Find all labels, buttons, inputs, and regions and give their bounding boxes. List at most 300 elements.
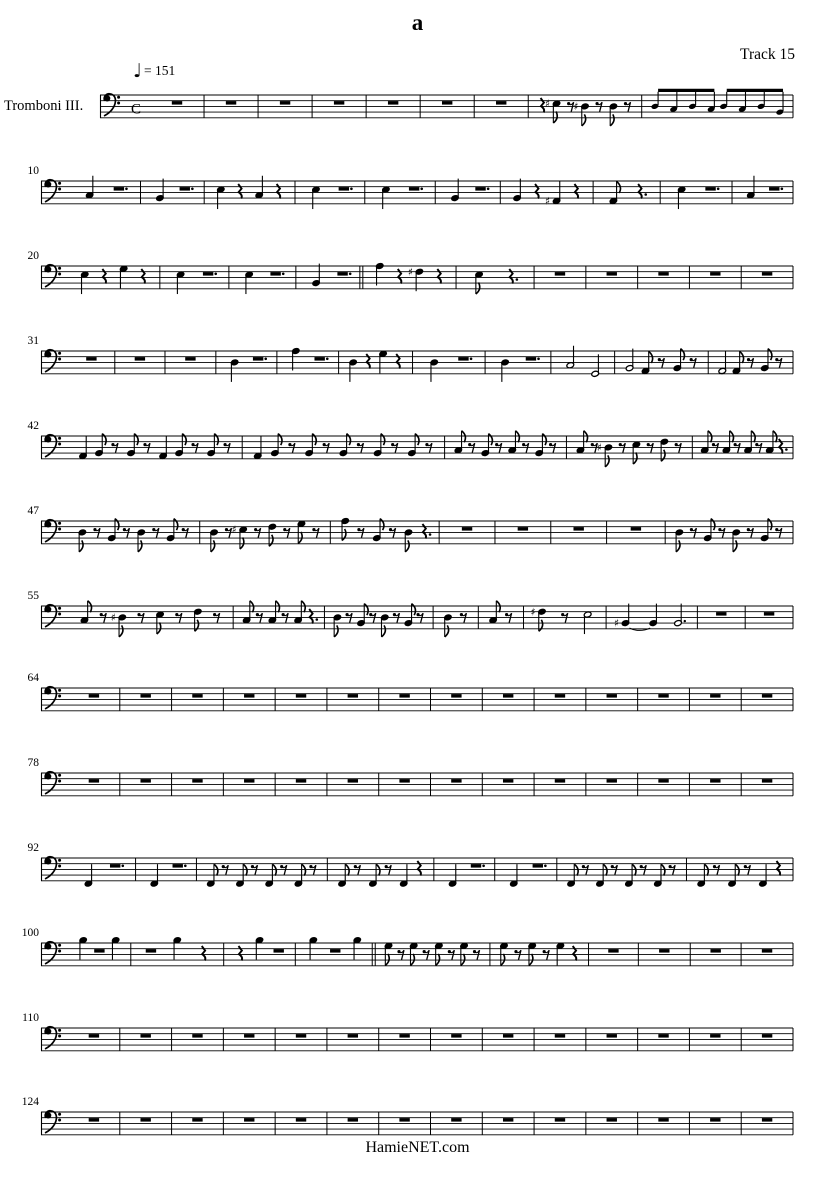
eighth-flag: [415, 434, 419, 446]
eighth-flag: [676, 540, 680, 552]
measure-number: 42: [27, 420, 39, 432]
quarter-rest: [541, 98, 545, 113]
eighth-note: [232, 524, 248, 549]
measure: [192, 1118, 202, 1122]
measure: [555, 694, 565, 698]
measure: [607, 694, 617, 698]
eighth-note: [722, 431, 733, 454]
measure: [762, 949, 772, 953]
measure-number: 31: [27, 335, 39, 347]
measure: [244, 1118, 254, 1122]
whole-rest: [555, 1118, 565, 1122]
eighth-note: [701, 431, 712, 454]
quarter-note: [255, 937, 263, 960]
quarter-note: [513, 179, 521, 202]
staff-system: [28, 590, 794, 637]
measure: [388, 101, 398, 105]
whole-rest: [244, 694, 254, 698]
measure: [496, 101, 506, 105]
whole-rest: [140, 779, 150, 783]
quarter-note: [79, 937, 87, 960]
track-label: Track 15: [740, 46, 795, 63]
whole-rest: [762, 272, 772, 276]
eighth-note: [268, 523, 276, 546]
measure: [555, 779, 565, 783]
eighth-note: [380, 614, 388, 637]
eighth-flag: [412, 604, 416, 616]
eighth-note: [268, 601, 279, 624]
measure: [338, 861, 421, 887]
whole-rest: [710, 694, 720, 698]
eighth-note: [475, 271, 483, 294]
quarter-note: [312, 264, 320, 287]
eighth-note: [111, 612, 127, 637]
measure: [489, 601, 512, 624]
measure: [244, 779, 254, 783]
quarter-note: [448, 864, 456, 887]
whole-rest: [135, 357, 145, 361]
measure-number: 10: [27, 165, 39, 177]
staff-system: [28, 757, 794, 796]
whole-rest: [451, 779, 461, 783]
eighth-flag: [708, 431, 712, 443]
eighth-note: [545, 98, 561, 123]
whole-rest: [607, 1034, 617, 1038]
whole-rest: [762, 779, 772, 783]
eighth-flag: [347, 434, 351, 446]
quarter-note: [501, 359, 509, 382]
whole-rest: [280, 101, 290, 105]
whole-rest: [442, 101, 452, 105]
sharp-icon: ♯: [613, 617, 620, 630]
eighth-flag: [381, 625, 385, 637]
measure: [78, 519, 188, 552]
measure: [296, 779, 306, 783]
eighth-flag: [436, 954, 440, 966]
measure-number: 100: [21, 927, 39, 939]
quarter-note: [677, 186, 685, 209]
eighth-note: [641, 351, 652, 374]
whole-rest: [710, 1034, 720, 1038]
whole-rest: [631, 527, 641, 531]
whole-rest: [192, 779, 202, 783]
quarter-note: [353, 937, 361, 960]
eighth-flag: [278, 434, 282, 446]
dotted-half-rest: [173, 864, 183, 868]
time-signature-common: C: [131, 101, 142, 118]
measure: [716, 612, 726, 616]
whole-rest: [399, 694, 409, 698]
quarter-rest: [238, 184, 242, 199]
quarter-note-icon: ♩: [133, 60, 142, 82]
measure: [573, 527, 583, 531]
eighth-flag: [633, 453, 637, 465]
eighth-note: [609, 103, 617, 126]
eighth-flag: [553, 112, 557, 124]
eighth-flag: [272, 864, 276, 876]
measure: [762, 1118, 772, 1122]
eighth-note: [732, 529, 740, 552]
eighth-flag: [79, 540, 83, 552]
whole-rest: [658, 1034, 668, 1038]
half-note: [591, 354, 599, 377]
whole-rest: [762, 1118, 772, 1122]
eighth-note: [369, 864, 380, 887]
eighth-flag: [740, 351, 744, 363]
measure: [89, 1118, 99, 1122]
eighth-flag: [488, 434, 492, 446]
eighth-flag: [134, 434, 138, 446]
sharp-icon: ♯: [596, 442, 602, 454]
eighth-note: [137, 529, 145, 552]
eighth-note: [744, 431, 755, 454]
eighth-note: [333, 614, 341, 637]
dotted-half-rest: [314, 357, 324, 361]
quarter-note: [400, 864, 408, 887]
whole-rest: [607, 694, 617, 698]
eighth-note: [297, 520, 305, 543]
eighth-flag: [539, 620, 543, 632]
staff-system: [28, 505, 794, 552]
eighth-flag: [751, 431, 755, 443]
measure: [762, 694, 772, 698]
measure: [555, 272, 565, 276]
measure: [448, 864, 485, 887]
dotted-half-rest: [471, 864, 481, 868]
measure-number: 124: [21, 1096, 39, 1108]
measure: [348, 694, 358, 698]
staff-system: [22, 1096, 793, 1135]
measure: [85, 176, 127, 199]
measure-number: 47: [27, 505, 39, 517]
quarter-rest: [535, 184, 539, 199]
eighth-flag: [735, 864, 739, 876]
measure: [309, 937, 361, 960]
whole-rest: [555, 272, 565, 276]
whole-rest: [451, 1118, 461, 1122]
eighth-flag: [461, 954, 465, 966]
measure: [89, 1034, 99, 1038]
eighth-flag: [380, 519, 384, 531]
staff-system: [28, 165, 794, 209]
whole-rest: [348, 694, 358, 698]
measure: [334, 101, 344, 105]
whole-rest: [607, 1118, 617, 1122]
quarter-rest: [398, 269, 402, 284]
quarter-note: [255, 176, 263, 199]
staff-system: [22, 1012, 793, 1051]
measure: [503, 779, 513, 783]
measure: [89, 694, 99, 698]
measure: [762, 1034, 772, 1038]
eighth-flag: [385, 954, 389, 966]
measure: [245, 271, 285, 294]
eighth-flag: [605, 455, 609, 467]
dotted-half-rest: [253, 357, 263, 361]
half-rest: [274, 949, 284, 953]
eighth-flag: [240, 538, 244, 550]
eighth-flag: [501, 954, 505, 966]
quarter-note: [156, 179, 164, 202]
measure: [140, 1118, 150, 1122]
eighth-flag: [515, 431, 519, 443]
quarter-rest: [509, 269, 513, 284]
measure: [451, 1034, 461, 1038]
measure: [658, 272, 668, 276]
measure: [176, 271, 217, 294]
quarter-rest: [437, 269, 441, 284]
half-rest: [330, 949, 340, 953]
measure-number: 110: [22, 1012, 39, 1024]
whole-rest: [503, 779, 513, 783]
measure: [677, 186, 719, 209]
staff-system: [28, 250, 794, 294]
quarter-rest: [396, 354, 400, 369]
measure: [140, 1034, 150, 1038]
whole-rest: [716, 612, 726, 616]
quarter-note: [111, 937, 119, 960]
measure: [701, 431, 788, 454]
tempo-bpm: = 151: [143, 63, 176, 78]
quarter-rest: [417, 861, 421, 876]
eighth-flag: [445, 625, 449, 637]
eighth-flag: [768, 349, 772, 361]
whole-rest: [710, 949, 720, 953]
quarter-rest: [638, 184, 642, 199]
dotted-half-rest: [475, 187, 485, 191]
eighth-note: [728, 864, 739, 887]
measure: [500, 942, 576, 965]
measure: [150, 864, 187, 887]
eighth-flag: [269, 535, 273, 547]
eighth-flag: [681, 349, 685, 361]
measure: [348, 1034, 358, 1038]
staff-system: [28, 420, 794, 467]
measure: [280, 101, 290, 105]
measure: [631, 527, 641, 531]
eighth-flag: [301, 601, 305, 613]
quarter-note: [451, 179, 459, 202]
quarter-note: [430, 359, 438, 382]
measure: [747, 176, 784, 199]
eighth-flag: [617, 181, 621, 193]
quarter-note: [150, 864, 158, 887]
quarter-rest: [202, 946, 206, 961]
whole-rest: [762, 949, 772, 953]
quarter-note: [510, 864, 518, 887]
eighth-flag: [410, 954, 414, 966]
whole-rest: [451, 694, 461, 698]
eighth-flag: [381, 434, 385, 446]
eighth-flag: [211, 540, 215, 552]
dotted-half-rest: [110, 864, 120, 868]
quarter-note: [747, 176, 755, 199]
whole-rest: [296, 694, 306, 698]
whole-rest: [658, 779, 668, 783]
footer-watermark: HamieNET.com: [365, 1139, 470, 1156]
quarter-note: [79, 436, 87, 459]
whole-rest: [762, 1034, 772, 1038]
eighth-note: [409, 942, 417, 965]
measure: [79, 937, 120, 960]
quarter-note: [119, 265, 127, 288]
whole-rest: [140, 1034, 150, 1038]
measure-number: 78: [27, 757, 39, 769]
measure: [348, 1118, 358, 1122]
eighth-note: [567, 864, 578, 887]
measure: [710, 1034, 720, 1038]
quarter-note: [173, 937, 181, 960]
eighth-note: [210, 529, 218, 552]
whole-rest: [503, 694, 513, 698]
whole-rest: [555, 694, 565, 698]
dotted-half-rest: [337, 272, 347, 276]
eighth-flag: [773, 431, 777, 443]
whole-rest: [710, 1118, 720, 1122]
beamed-eighth-group: [651, 90, 716, 112]
whole-rest: [86, 357, 96, 361]
eighth-note: [156, 611, 164, 634]
measure: [475, 269, 518, 294]
measure: [762, 272, 772, 276]
eighth-note: [766, 431, 777, 454]
eighth-note: [500, 942, 508, 965]
measure: [658, 1034, 668, 1038]
measure: [503, 1118, 513, 1122]
measure: [399, 694, 409, 698]
quarter-note: [245, 271, 253, 294]
quarter-note: [349, 359, 357, 382]
whole-rest: [608, 949, 618, 953]
eighth-flag: [711, 519, 715, 531]
measure: [675, 519, 782, 552]
measure: [710, 779, 720, 783]
eighth-note: [460, 942, 468, 965]
eighth-flag: [603, 864, 607, 876]
eighth-note: [508, 431, 519, 454]
measure: [710, 949, 720, 953]
eighth-flag: [768, 519, 772, 531]
measure: [710, 272, 720, 276]
quarter-note: [254, 436, 262, 459]
eighth-note: [454, 431, 465, 454]
whole-rest: [659, 949, 669, 953]
measure-number: 64: [27, 672, 39, 684]
eighth-note: [573, 101, 589, 126]
measure: [503, 694, 513, 698]
measure: [244, 694, 254, 698]
eighth-flag: [214, 434, 218, 446]
measure: [503, 1034, 513, 1038]
measure: [207, 864, 316, 887]
measure: [172, 101, 182, 105]
measure: [89, 779, 99, 783]
measure: [296, 1118, 306, 1122]
whole-rest: [658, 272, 668, 276]
quarter-note: [379, 350, 387, 373]
dotted-half-rest: [180, 187, 190, 191]
quarter-note: [408, 266, 424, 291]
sharp-icon: ♯: [545, 98, 551, 111]
quarter-rest: [779, 439, 783, 454]
whole-rest: [399, 1034, 409, 1038]
whole-rest: [658, 694, 668, 698]
whole-rest: [172, 101, 182, 105]
measure: [444, 613, 467, 637]
quarter-rest: [574, 184, 578, 199]
whole-rest: [296, 779, 306, 783]
eighth-flag: [298, 532, 302, 544]
whole-rest: [710, 272, 720, 276]
page-title: a: [411, 10, 424, 35]
eighth-note: [697, 864, 708, 887]
whole-rest: [89, 779, 99, 783]
measure: [399, 779, 409, 783]
whole-rest: [244, 1034, 254, 1038]
quarter-note: [230, 359, 238, 382]
eighth-flag: [649, 351, 653, 363]
dotted-half-rest: [409, 187, 419, 191]
eighth-flag: [542, 434, 546, 446]
measure: [244, 1034, 254, 1038]
eighth-flag: [405, 540, 409, 552]
measure-number: 92: [27, 842, 39, 854]
quarter-note: [176, 271, 184, 294]
quarter-rest: [309, 609, 313, 624]
measure: [607, 1034, 617, 1038]
measure: [710, 1118, 720, 1122]
measure: [451, 694, 461, 698]
eighth-flag: [342, 529, 346, 541]
eighth-flag: [138, 540, 142, 552]
whole-rest: [334, 101, 344, 105]
quarter-note: [84, 864, 92, 887]
whole-rest: [348, 1118, 358, 1122]
quarter-rest: [366, 354, 370, 369]
dotted-half-rest: [270, 272, 280, 276]
measure: [312, 186, 353, 209]
eighth-flag: [119, 625, 123, 637]
measure: [192, 779, 202, 783]
half-note: [566, 346, 574, 369]
measure: [567, 864, 675, 887]
whole-rest: [244, 779, 254, 783]
eighth-flag: [704, 864, 708, 876]
eighth-flag: [102, 434, 106, 446]
whole-rest: [89, 1118, 99, 1122]
whole-rest: [348, 779, 358, 783]
eighth-flag: [730, 431, 734, 443]
eighth-note: [80, 601, 91, 624]
whole-rest: [226, 101, 236, 105]
staff-system: [28, 842, 794, 887]
whole-rest: [388, 101, 398, 105]
measure: [348, 779, 358, 783]
measure: [399, 1118, 409, 1122]
eighth-flag: [476, 283, 480, 295]
dotted-half-rest: [203, 272, 213, 276]
sharp-icon: ♯: [407, 266, 413, 279]
measure: [192, 694, 202, 698]
eighth-flag: [195, 620, 199, 632]
measure: [79, 434, 230, 460]
measure: [210, 520, 319, 552]
eighth-flag: [157, 623, 161, 635]
measure: [341, 518, 431, 552]
eighth-note: [654, 864, 665, 887]
measure: [384, 942, 479, 965]
whole-rest: [244, 1118, 254, 1122]
